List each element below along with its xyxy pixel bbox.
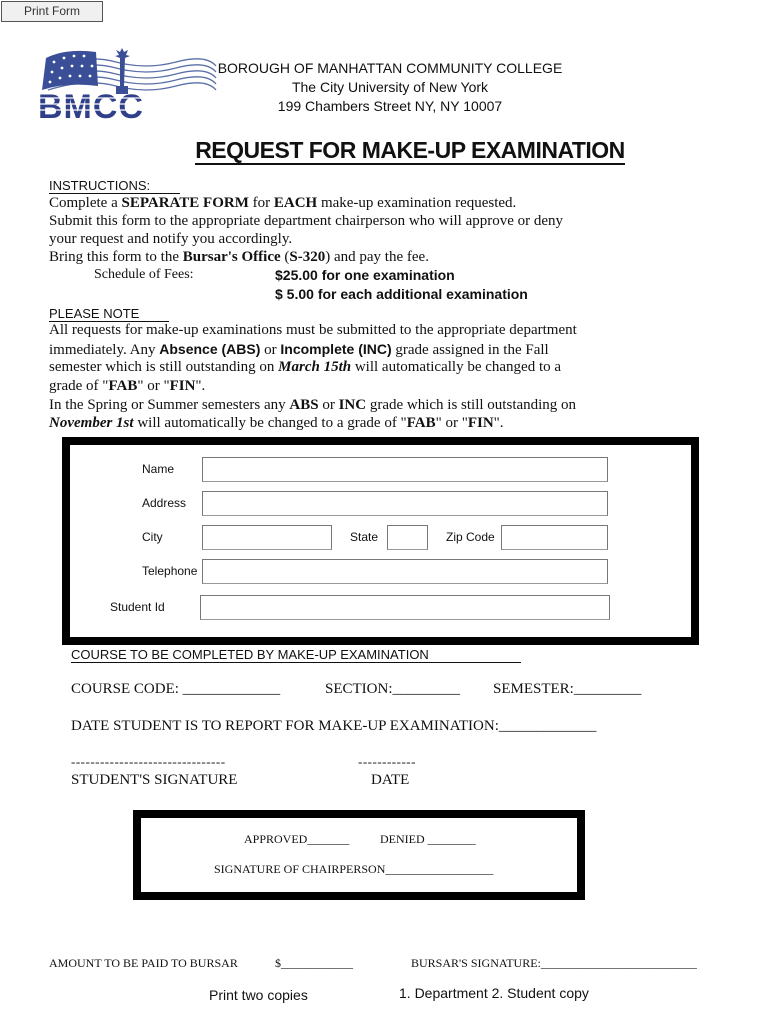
college-address: 199 Chambers Street NY, NY 10007 [277,98,503,114]
note-line-3: semester which is still outstanding on March 15th will automatically be changed to a [49,359,562,375]
instructions-line-4: Bring this form to the Bursar's Office (S-320) and pay the fee. [49,249,429,265]
city-input[interactable] [202,525,332,550]
fees-label: Schedule of Fees: [94,267,194,282]
bursar-signature-field: BURSAR'S SIGNATURE:__________________________ [411,956,697,970]
city-label: City [142,530,163,544]
fee-one-exam: $25.00 for one examination [275,267,455,283]
student-signature-label: STUDENT'S SIGNATURE [71,772,238,788]
bmcc-logo [36,46,221,122]
date-line: ------------ [358,754,416,769]
svg-text:BMCC: BMCC [38,88,144,122]
section-field: SECTION:_________ [325,681,460,697]
copies-list: 1. Department 2. Student copy [399,985,589,1001]
approved-field: APPROVED_______ [244,832,350,846]
semester-field: SEMESTER:_________ [493,681,642,697]
note-line-6: November 1st will automatically be changed to a grade of "FAB" or "FIN". [49,415,504,431]
name-label: Name [142,462,175,476]
college-name: BOROUGH OF MANHATTAN COMMUNITY COLLEGE [217,60,563,76]
zip-code-input[interactable] [501,525,608,550]
note-line-2: immediately. Any Absence (ABS) or Incomplete (INC) grade assigned in the Fall [49,341,549,358]
zip-code-label: Zip Code [446,530,495,544]
amount-label: AMOUNT TO BE PAID TO BURSAR [49,956,238,970]
telephone-label: Telephone [142,564,198,578]
page-title: REQUEST FOR MAKE-UP EXAMINATION [195,137,625,163]
instructions-line-2: Submit this form to the appropriate department chairperson who will approve or deny [49,213,564,229]
student-id-label: Student Id [110,600,165,614]
date-label: DATE [371,772,410,788]
instructions-line-3: your request and notify you accordingly. [49,231,293,247]
course-code-field: COURSE CODE: _____________ [71,681,281,697]
note-line-4: grade of "FAB" or "FIN". [49,378,206,394]
state-input[interactable] [387,525,428,550]
state-label: State [350,530,379,544]
print-form-button[interactable]: Print Form [1,1,103,22]
note-line-1: All requests for make-up examinations must be submitted to the appropriate department [49,322,577,338]
approval-box [133,810,585,900]
fee-additional-exam: $ 5.00 for each additional examination [275,286,528,302]
name-input[interactable] [202,457,608,482]
please-note-label: PLEASE NOTE [49,305,169,323]
denied-field: DENIED ________ [380,832,476,846]
telephone-input[interactable] [202,559,608,584]
chairperson-signature-field: SIGNATURE OF CHAIRPERSON__________________ [214,862,494,876]
report-date-field: DATE STUDENT IS TO REPORT FOR MAKE-UP EXAMINATION:_____________ [71,718,597,734]
student-info-box [62,437,699,645]
instructions-line-1: Complete a SEPARATE FORM for EACH make-up examination requested. [49,195,517,211]
course-section-header: COURSE TO BE COMPLETED BY MAKE-UP EXAMINATION [71,647,521,663]
student-signature-line: -------------------------------- [71,754,226,769]
university-name: The City University of New York [291,79,489,95]
print-copies-note: Print two copies [209,987,308,1003]
address-input[interactable] [202,491,608,516]
address-label: Address [142,496,187,510]
amount-field: $____________ [275,956,353,970]
note-line-5: In the Spring or Summer semesters any ABS or INC grade which is still outstanding on [49,397,577,413]
student-id-input[interactable] [200,595,610,620]
instructions-label: INSTRUCTIONS: [49,177,180,195]
